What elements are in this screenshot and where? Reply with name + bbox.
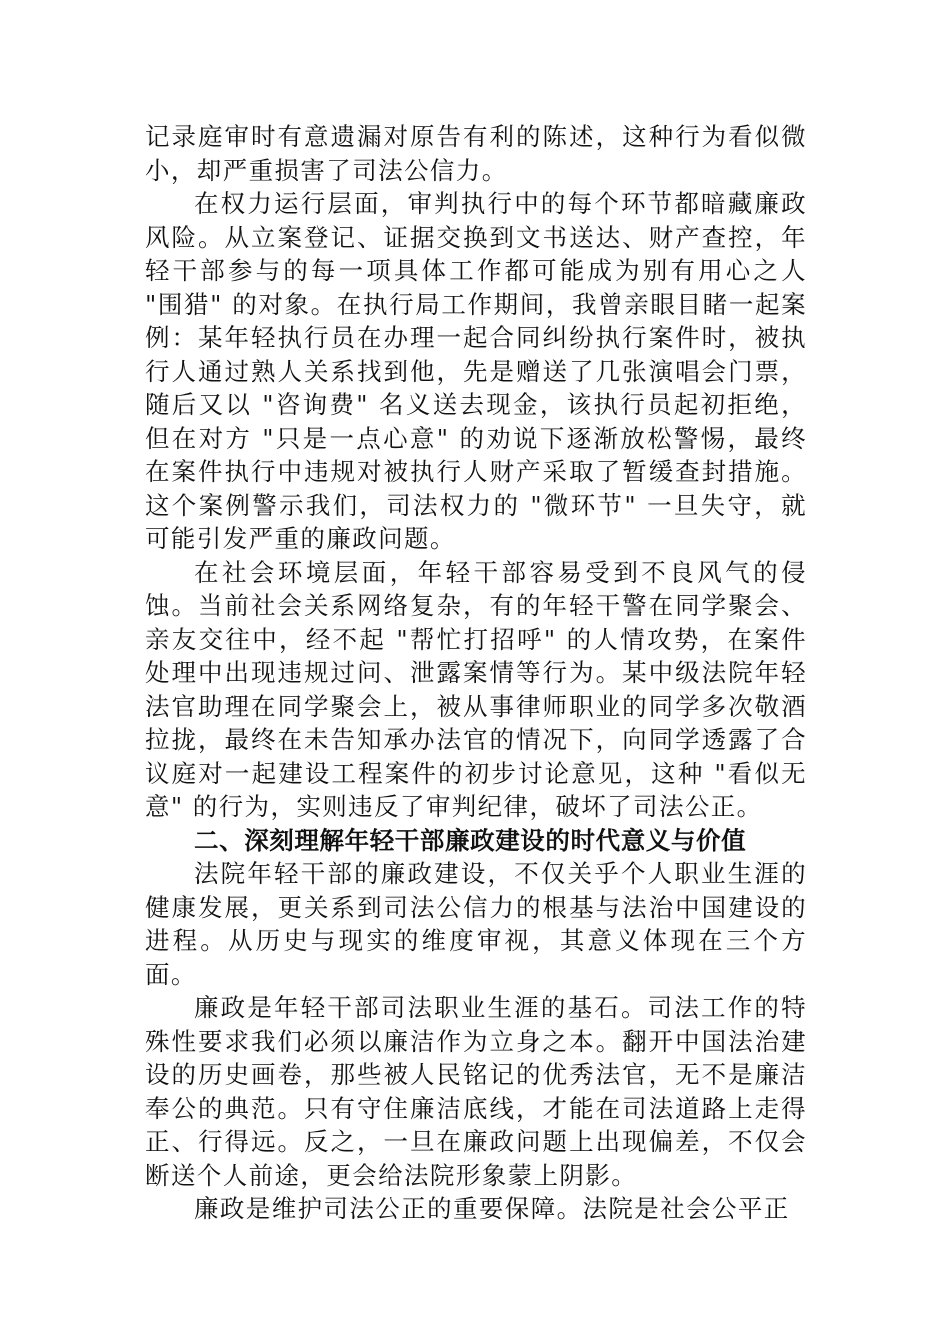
paragraph-social-environment: 在社会环境层面，年轻干部容易受到不良风气的侵蚀。当前社会关系网络复杂，有的年轻干警在同学聚会、亲友交往中，经不起 "帮忙打招呼" 的人情攻势，在案件处理中出现违规过问、泄露案情等行为。某中级法院年轻法官助理在同学聚会上，被从事律师职业的同学多次敬酒拉拢，最终在未告知承办法官的情况下，向同学透露了合议庭对一起建设工程案件的初步讨论意见，这种 "看似无意" 的行为，实则违反了审判纪律，破坏了司法公正。	[145, 557, 807, 821]
paragraph-significance-intro: 法院年轻干部的廉政建设，不仅关乎个人职业生涯的健康发展，更关系到司法公信力的根基与法治中国建设的进程。从历史与现实的维度审视，其意义体现在三个方面。	[145, 859, 807, 989]
paragraph-power-operation: 在权力运行层面，审判执行中的每个环节都暗藏廉政风险。从立案登记、证据交换到文书送达、财产查控，年轻干部参与的每一项具体工作都可能成为别有用心之人 "围猎" 的对象。在执行局工作期间，我曾亲眼目睹一起案例：某年轻执行员在办理一起合同纠纷执行案件时，被执行人通过熟人关系找到他，先是赠送了几张演唱会门票，随后又以 "咨询费" 名义送去现金，该执行员起初拒绝，但在对方 "只是一点心意" 的劝说下逐渐放松警惕，最终在案件执行中违规对被执行人财产采取了暂缓查封措施。这个案例警示我们，司法权力的 "微环节" 一旦失守，就可能引发严重的廉政问题。	[145, 189, 807, 553]
paragraph-career-foundation: 廉政是年轻干部司法职业生涯的基石。司法工作的特殊性要求我们必须以廉洁作为立身之本。翻开中国法治建设的历史画卷，那些被人民铭记的优秀法官，无不是廉洁奉公的典范。只有守住廉洁底线，才能在司法道路上走得正、行得远。反之，一旦在廉政问题上出现偏差，不仅会断送个人前途，更会给法院形象蒙上阴影。	[145, 993, 807, 1190]
paragraph-continuation: 记录庭审时有意遗漏对原告有利的陈述，这种行为看似微小，却严重损害了司法公信力。	[145, 122, 807, 185]
section-heading: 二、深刻理解年轻干部廉政建设的时代意义与价值	[194, 825, 747, 855]
paragraph-judicial-fairness: 廉政是维护司法公正的重要保障。法院是社会公平正	[194, 1194, 790, 1223]
document-body	[145, 120, 807, 1226]
